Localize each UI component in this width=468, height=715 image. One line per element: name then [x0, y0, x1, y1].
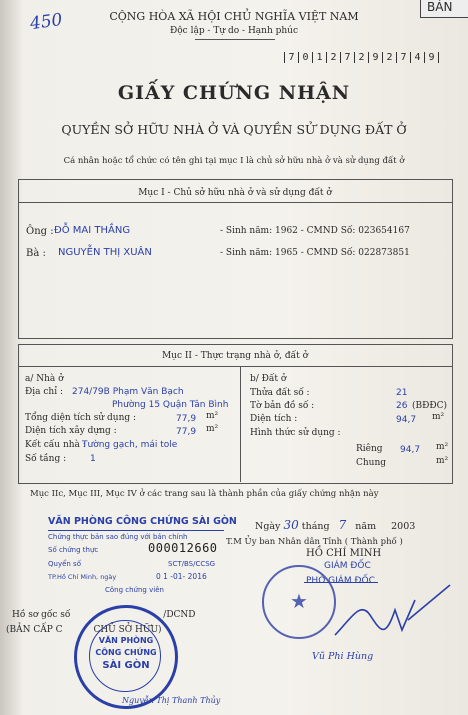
serial-digit: 7 [340, 52, 354, 63]
registry-label: Hồ sơ gốc số [12, 610, 71, 620]
section-1-heading: Mục I - Chủ sở hữu nhà ở và sử dụng đất ở [138, 188, 332, 198]
land-area-label: Diện tích : [250, 414, 298, 424]
serial-digit: 7 [396, 52, 410, 63]
document-title: GIẤY CHỨNG NHẬN [117, 82, 351, 104]
notary-signer-name: Nguyễn Thị Thanh Thủy [122, 696, 221, 705]
seal-line-3: SÀI GÒN [102, 660, 150, 671]
map-label: Tờ bản đồ số : [250, 401, 315, 411]
total-area-unit: m² [206, 411, 219, 421]
seal-star-icon: ★ [290, 589, 308, 613]
address-label: Địa chỉ : [25, 387, 63, 397]
serial-digit: 2 [382, 52, 396, 63]
owner-2-prefix: Bà : [26, 248, 46, 259]
built-area-label: Diện tích xây dựng : [25, 426, 117, 436]
land-area-value: 94,7 [396, 415, 417, 425]
motto-underline [195, 39, 275, 40]
authority-line-2: HỒ CHÍ MINH [306, 548, 382, 559]
issue-day: 30 [283, 518, 299, 532]
address-line-2: Phường 15 Quận Tân Bình [112, 400, 229, 410]
land-area-unit: m² [432, 412, 445, 422]
serial-digit: 9 [368, 52, 382, 63]
intro-text: Cá nhân hoặc tổ chức có tên ghi tại mục I là chủ sở hữu nhà ở và sử dụng đất ở [63, 156, 405, 166]
serial-digit: 0 [298, 52, 312, 63]
house-label: a/ Nhà ở [25, 374, 64, 384]
map-note: (BĐĐC) [412, 401, 448, 411]
notary-seal [74, 605, 178, 709]
certify-line: Chứng thực bản sao đúng với bản chính [48, 533, 188, 541]
notary-date: 0 1 -01- 2016 [156, 572, 207, 581]
serial-digit: 4 [410, 52, 424, 63]
official-signer-name: Vũ Phi Hùng [312, 651, 374, 662]
motto: Độc lập - Tự do - Hạnh phúc [169, 26, 299, 36]
shared-unit: m² [436, 456, 449, 466]
owner-1-name: ĐỖ MAI THẮNG [54, 225, 131, 236]
authority-seal [262, 565, 336, 639]
registry-copy-suffix: CHỦ SỞ HỮU) [93, 625, 162, 635]
serial-number [284, 52, 439, 63]
owner-1-prefix: Ông : [26, 226, 54, 237]
private-unit: m² [436, 442, 449, 452]
structure-label: Kết cấu nhà : [25, 440, 86, 450]
structure-value: Tường gạch, mái tole [82, 440, 178, 450]
shared-label: Chung [356, 458, 387, 468]
notary-officer: Công chứng viên [105, 586, 164, 594]
issue-month: 7 [338, 518, 347, 532]
official-signature [330, 580, 460, 650]
serial-digit: 1 [312, 52, 326, 63]
notary-underline [48, 530, 224, 531]
section-2-heading: Mục II - Thực trạng nhà ở, đất ở [161, 351, 309, 361]
serial-digit: 7 [284, 52, 298, 63]
registry-copy-prefix: (BẢN CẤP C [6, 625, 63, 635]
section-1-divider [18, 202, 452, 203]
serial-digit: 2 [326, 52, 340, 63]
cert-no-label: Số chứng thực [48, 546, 99, 554]
use-form-label: Hình thức sử dụng : [250, 428, 341, 438]
total-area-label: Tổng diện tích sử dụng : [25, 413, 137, 423]
position-2: PHÓ GIÁM ĐỐC [306, 576, 375, 586]
issue-year: 2003 [391, 521, 416, 532]
floors-value: 1 [90, 454, 96, 464]
owner-1-info: - Sinh năm: 1962 - CMND Số: 023654167 [220, 226, 410, 236]
serial-digit: 2 [354, 52, 368, 63]
land-label: b/ Đất ở [250, 374, 287, 384]
notary-office: VĂN PHÒNG CÔNG CHỨNG SÀI GÒN [48, 516, 237, 527]
date-line: TP.Hồ Chí Minh, ngày [48, 573, 117, 581]
authority-line-1: T.M Ủy ban Nhân dân Tỉnh ( Thành phố ) [226, 537, 403, 547]
cert-no-value: 000012660 [148, 541, 218, 555]
private-label: Riêng [356, 444, 383, 454]
seal-line-1: VĂN PHÒNG [98, 636, 154, 645]
built-area-unit: m² [206, 424, 219, 434]
month-label: tháng [301, 521, 330, 532]
book-value: SCT/BS/CCSG [168, 560, 216, 568]
total-area-value: 77,9 [176, 414, 197, 424]
registry-code: /DCND [163, 610, 196, 620]
section-1-box [18, 179, 453, 339]
handwritten-number: 450 [28, 9, 64, 35]
corner-tab-text: BẢN [427, 0, 453, 14]
book-label: Quyển số [48, 560, 81, 568]
map-value: 26 [396, 401, 408, 411]
issue-date [255, 518, 415, 532]
section-note: Mục IIc, Mục III, Mục IV ở các trang sau là thành phần của giấy chứng nhận này [30, 489, 379, 499]
position-1: GIÁM ĐỐC [324, 561, 371, 571]
serial-digits [284, 52, 438, 63]
address-line-1: 274/79B Phạm Văn Bạch [72, 387, 184, 397]
private-value: 94,7 [400, 445, 421, 455]
date-prefix: Ngày [255, 521, 281, 532]
owner-2-info: - Sinh năm: 1965 - CMND Số: 022873851 [220, 248, 410, 258]
serial-digit: 9 [424, 52, 438, 63]
section-2-column-divider [240, 366, 241, 482]
year-label: năm [355, 521, 377, 532]
plot-value: 21 [396, 388, 408, 398]
owner-2-name: NGUYỄN THỊ XUÂN [58, 247, 152, 258]
seal-line-2: CÔNG CHỨNG [95, 648, 157, 657]
plot-label: Thửa đất số : [250, 388, 310, 398]
document-subtitle: QUYỀN SỞ HỮU NHÀ Ở VÀ QUYỀN SỬ DỤNG ĐẤT Ở [61, 122, 407, 137]
section-2-divider [18, 366, 452, 367]
built-area-value: 77,9 [176, 427, 197, 437]
floors-label: Số tầng : [25, 454, 67, 464]
country-name: CỘNG HÒA XÃ HỘI CHỦ NGHĨA VIỆT NAM [109, 10, 359, 23]
